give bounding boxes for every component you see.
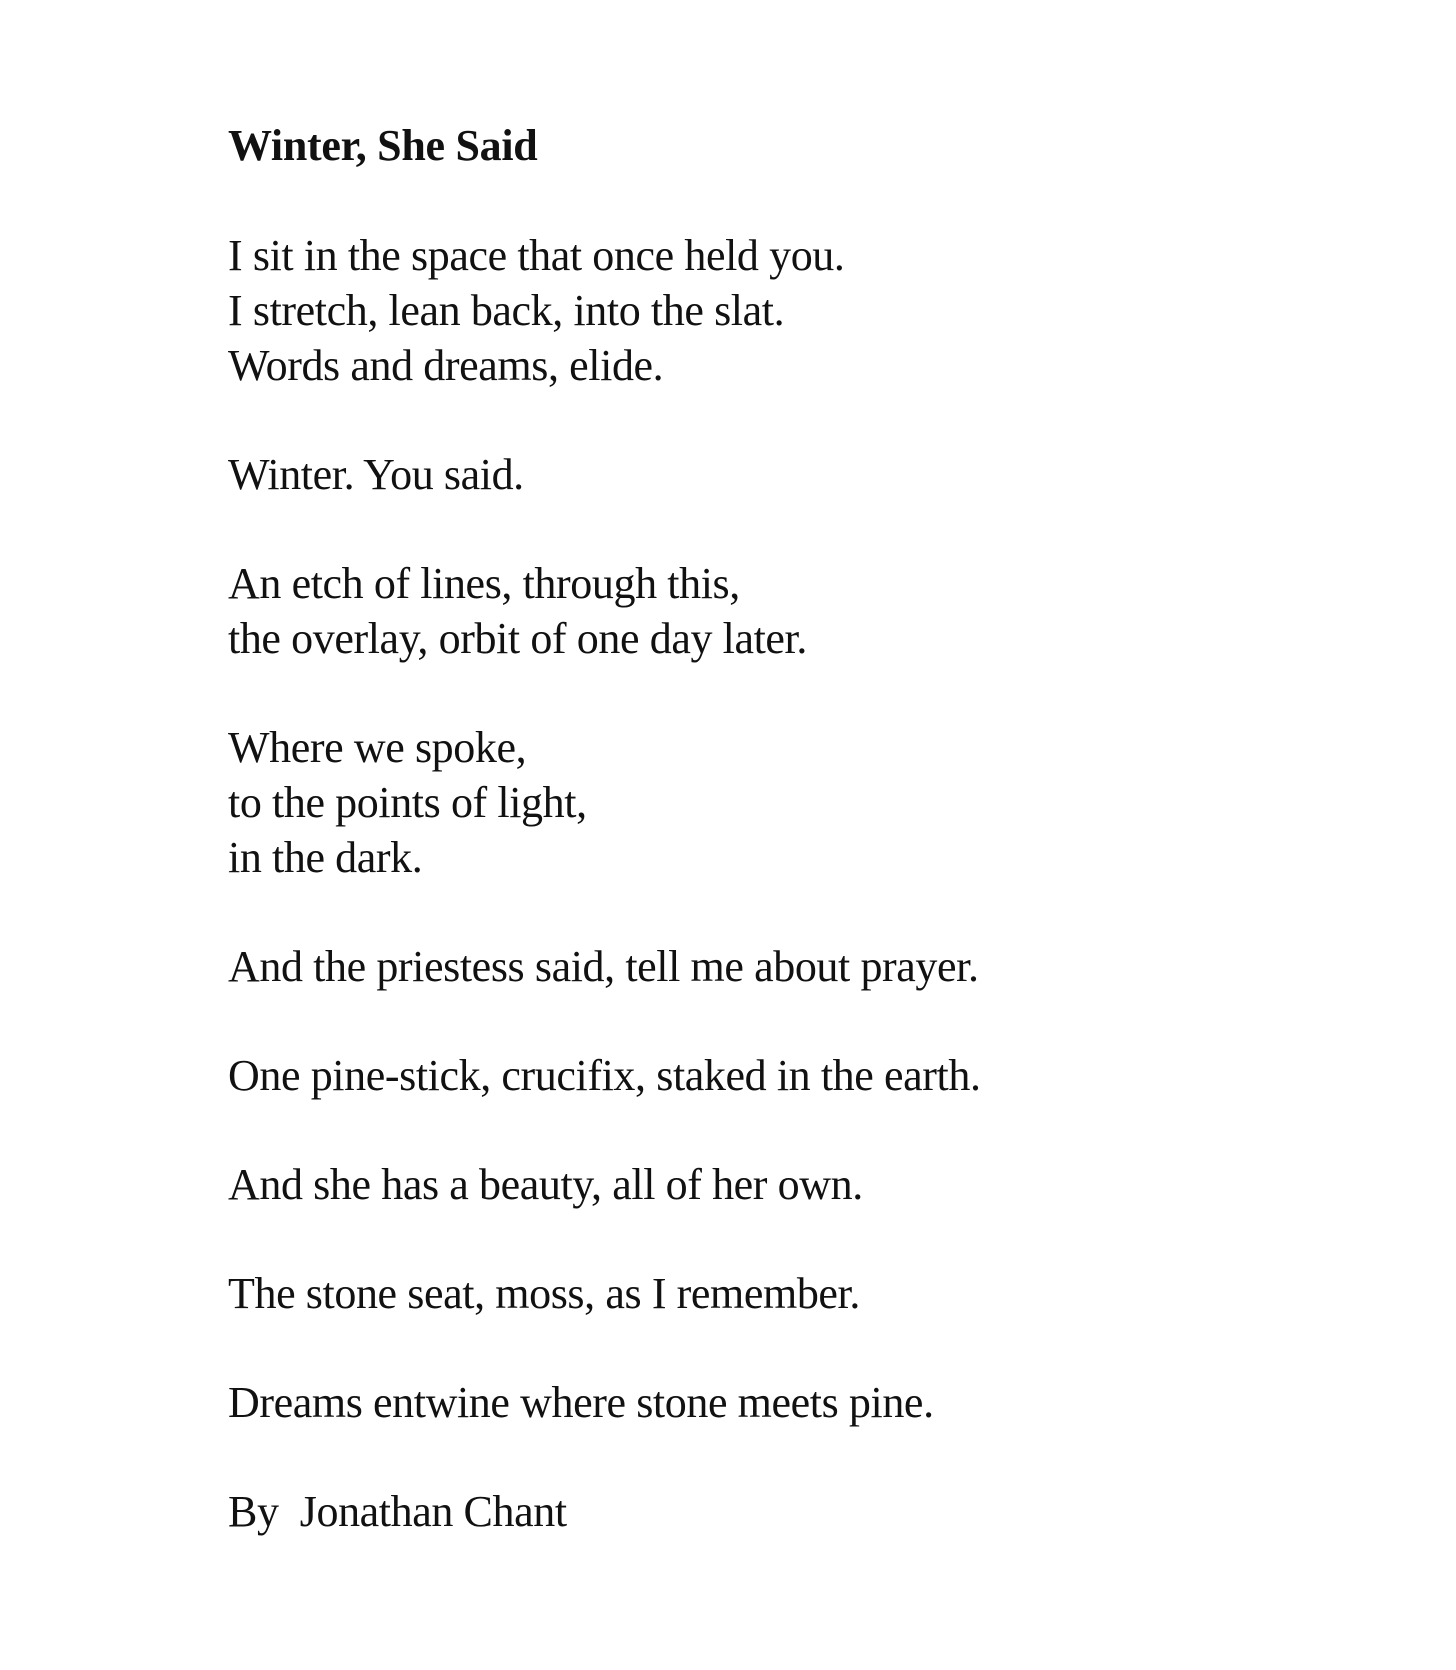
poem-line: in the dark. [228, 833, 423, 882]
poem-line: I stretch, lean back, into the slat. [228, 286, 785, 335]
poem-line: Winter. You said. [228, 450, 524, 499]
poem-line: to the points of light, [228, 778, 587, 827]
stanza-7 [228, 1157, 1378, 1212]
stanza-6 [228, 1048, 1378, 1103]
poem-line: Words and dreams, elide. [228, 341, 664, 390]
stanza-3 [228, 556, 1378, 666]
stanza-8 [228, 1266, 1378, 1321]
poem-line: The stone seat, moss, as I remember. [228, 1269, 860, 1318]
stanza-1 [228, 228, 1378, 393]
poem-line: I sit in the space that once held you. [228, 231, 845, 280]
poem-line: One pine-stick, crucifix, staked in the earth. [228, 1051, 981, 1100]
stanza-5 [228, 939, 1378, 994]
poem-line: Where we spoke, [228, 723, 527, 772]
stanza-9 [228, 1375, 1378, 1430]
poem-line: And the priestess said, tell me about prayer. [228, 942, 979, 991]
poem-line: And she has a beauty, all of her own. [228, 1160, 863, 1209]
stanza-4 [228, 720, 1378, 885]
poem-page [228, 118, 1378, 1539]
poem-line: Dreams entwine where stone meets pine. [228, 1378, 934, 1427]
poem-line: the overlay, orbit of one day later. [228, 614, 807, 663]
stanza-2 [228, 447, 1378, 502]
poem-line: An etch of lines, through this, [228, 559, 740, 608]
poem-byline: By Jonathan Chant [228, 1487, 567, 1536]
poem-title: Winter, She Said [228, 121, 538, 170]
